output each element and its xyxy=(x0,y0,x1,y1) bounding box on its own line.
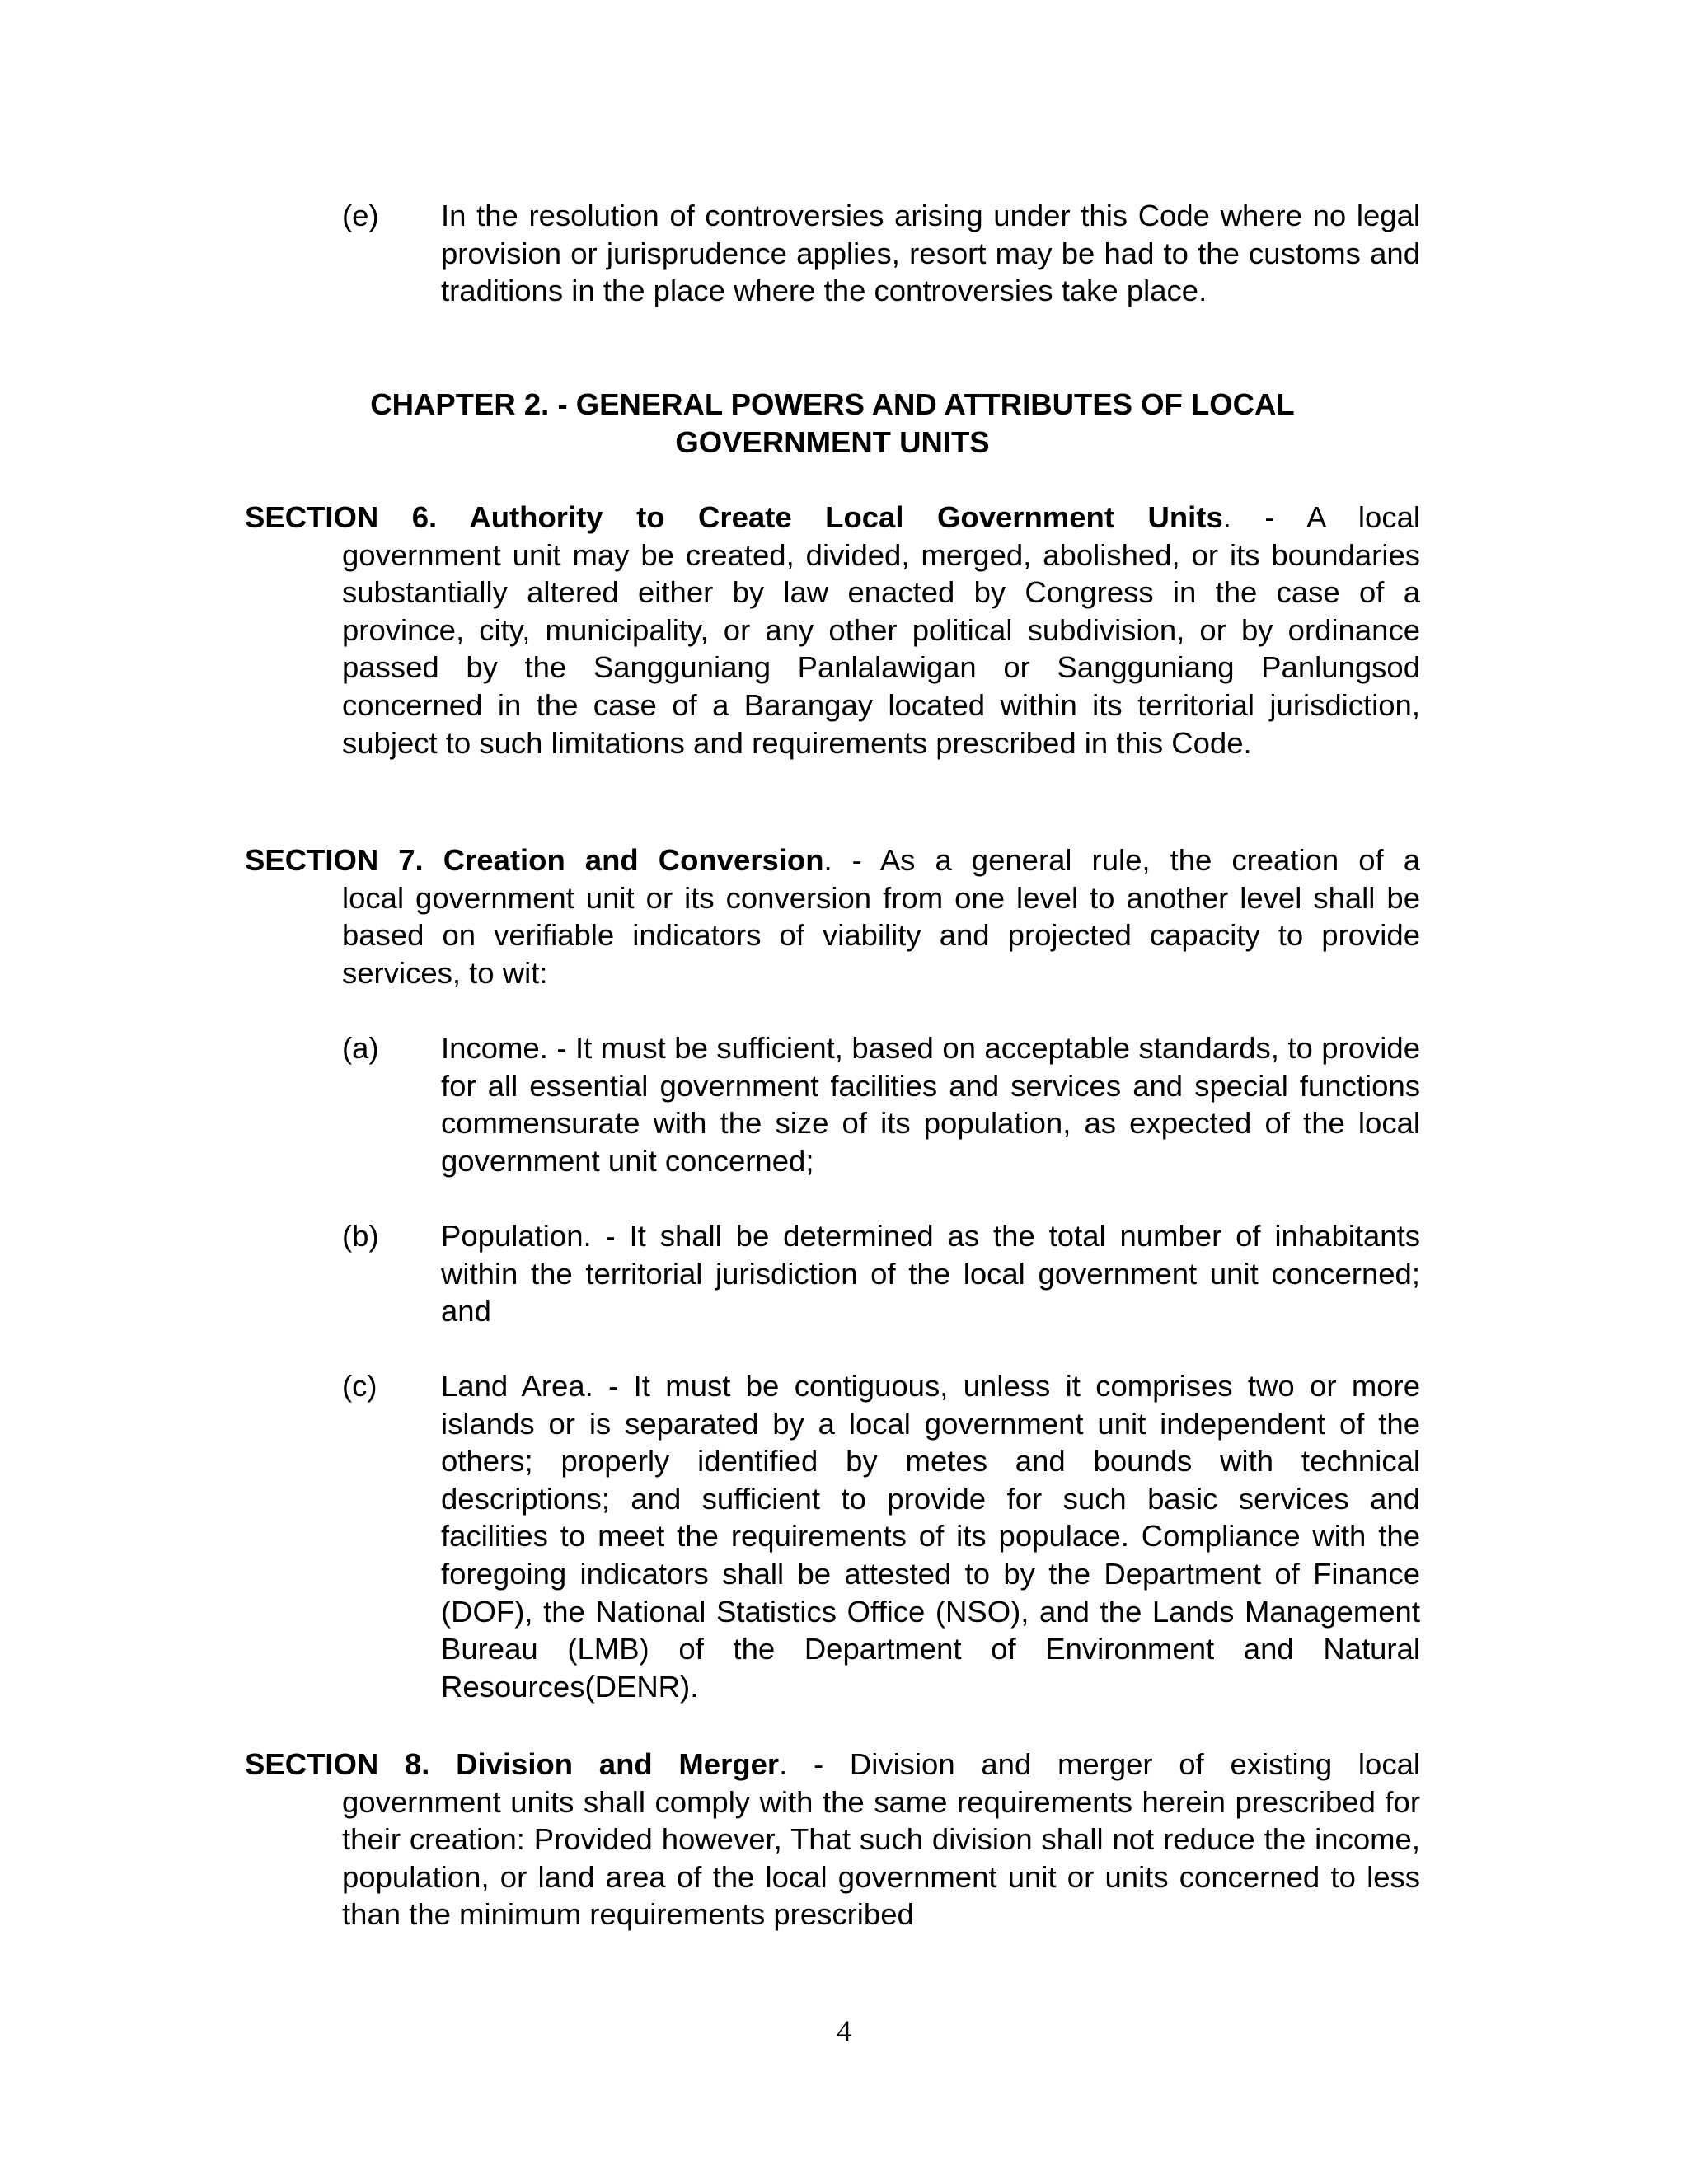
section-6-first-line xyxy=(245,499,1420,537)
section-6-title: SECTION 6. Authority to Create Local Government Units xyxy=(245,500,1223,534)
section-7-first-line-rest: . - As a general rule, the creation of a xyxy=(823,843,1420,877)
item-c-label: (c) xyxy=(342,1369,377,1403)
item-c-text: Land Area. - It must be contiguous, unless it comprises two or more islands or is separated by a local government unit independent of the others; properly identified by metes and bounds with technical descriptions; and sufficient to provide for such basic services and facilities to meet the requirements of its populace. Compliance with the foregoing indicators shall be attested to by the Department of Finance (DOF), the National Statistics Office (NSO), and the Lands Management Bureau (LMB) of the Department of Environment and Natural Resources(DENR). xyxy=(441,1369,1420,1704)
item-e-label: (e) xyxy=(342,199,379,232)
item-a-text: Income. - It must be sufficient, based on acceptable standards, to provide for all essential government facilities and services and special functions commensurate with the size of its population, as expected of the local government unit concerned; xyxy=(441,1031,1420,1178)
section-8-title: SECTION 8. Division and Merger xyxy=(245,1747,780,1781)
section-6-body: government unit may be created, divided, merged, abolished, or its boundaries substantially altered either by law enacted by Congress in the case of a province, city, municipality, or any other political subdivision, or by ordinance passed by the Sangguniang Panlalawigan or Sangguniang Panlungsod concerned in the case of a Barangay located within its territorial jurisdiction, subject to such limitations and requirements prescribed in this Code. xyxy=(342,537,1420,760)
section-7-first-line xyxy=(245,841,1420,879)
page-number: 4 xyxy=(837,2014,851,2047)
item-c xyxy=(342,1367,1420,1705)
item-a-label: (a) xyxy=(342,1031,379,1065)
item-b-label: (b) xyxy=(342,1219,379,1253)
item-b xyxy=(342,1217,1420,1330)
section-6-first-line-rest: . - A local xyxy=(1222,500,1420,534)
section-8-first-line-rest: . - Division and merger of existing local xyxy=(779,1747,1420,1781)
chapter-heading xyxy=(247,386,1418,461)
item-a xyxy=(342,1029,1420,1179)
section-7 xyxy=(245,841,1420,991)
section-8-body: government units shall comply with the same requirements herein prescribed for their creation: Provided however, That such division shall not reduce the income, population, or land area of the local government unit or units concerned to less than the minimum requirements prescribed xyxy=(342,1784,1420,1932)
chapter-heading-line-2: GOVERNMENT UNITS xyxy=(675,424,990,459)
item-e xyxy=(342,197,1420,310)
section-8-first-line xyxy=(245,1746,1420,1783)
section-6 xyxy=(245,499,1420,762)
section-7-title: SECTION 7. Creation and Conversion xyxy=(245,843,824,877)
section-8 xyxy=(245,1746,1420,1933)
chapter-heading-line-1: CHAPTER 2. - GENERAL POWERS AND ATTRIBUTES OF LOCAL xyxy=(370,387,1295,421)
item-b-text: Population. - It shall be determined as the total number of inhabitants within the territorial jurisdiction of the local government unit concerned; and xyxy=(441,1219,1420,1329)
section-7-body: local government unit or its conversion from one level to another level shall be based on verifiable indicators of viability and projected capacity to provide services, to wit: xyxy=(342,880,1420,990)
item-e-text: In the resolution of controversies arising under this Code where no legal provision or jurisprudence applies, resort may be had to the customs and traditions in the place where the controversies take place. xyxy=(441,199,1420,308)
